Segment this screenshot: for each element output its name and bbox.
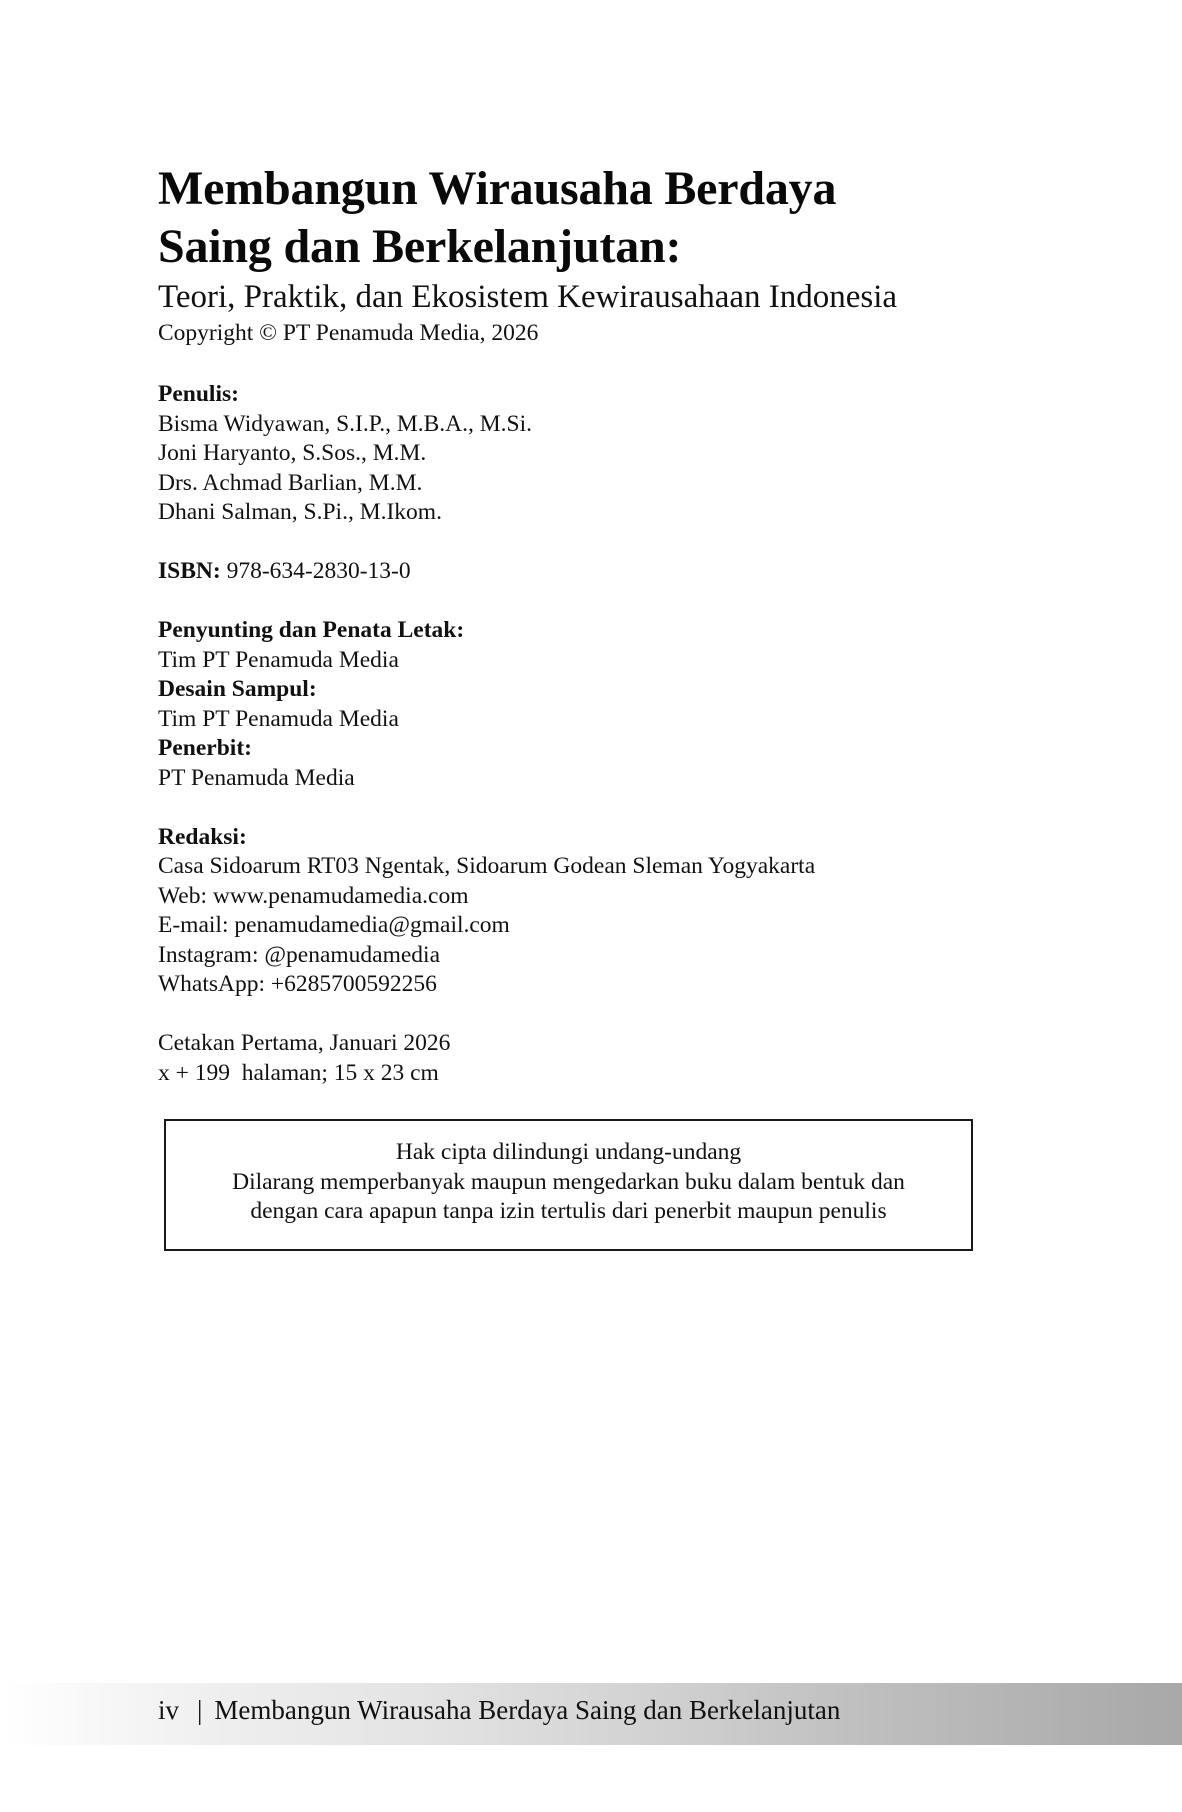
page-number: iv: [158, 1695, 180, 1725]
spacer: [158, 587, 1058, 617]
copyright-notice-box: [164, 1119, 973, 1251]
notice-line-1: Hak cipta dilindungi undang-undang: [395, 1139, 742, 1165]
isbn-line: [158, 557, 1058, 587]
footer-separator: |: [197, 1695, 203, 1725]
redaksi-email: E-mail: penamudamedia@gmail.com: [158, 912, 510, 938]
cover-design-value: Tim PT Penamuda Media: [158, 705, 399, 732]
book-title: [158, 160, 1058, 276]
author-name: Drs. Achmad Barlian, M.M.: [158, 469, 423, 496]
editor-value: Tim PT Penamuda Media: [158, 646, 399, 673]
running-title: Membangun Wirausaha Berdaya Saing dan Berkelanjutan: [214, 1695, 841, 1725]
book-title-line-1: Membangun Wirausaha Berdaya: [158, 162, 837, 215]
redaksi-address: Casa Sidoarum RT03 Ngentak, Sidoarum Godean Sleman Yogyakarta: [158, 853, 816, 879]
redaksi-web: Web: www.penamudamedia.com: [158, 882, 469, 909]
redaksi-instagram: Instagram: @penamudamedia: [158, 941, 440, 968]
spacer: [158, 528, 1058, 558]
cover-design-label: Desain Sampul:: [158, 676, 317, 702]
authors-label: Penulis:: [158, 381, 239, 407]
edition-pages: x + 199 halaman; 15 x 23 cm: [158, 1059, 439, 1086]
redaksi-whatsapp: WhatsApp: +6285700592256: [158, 971, 437, 997]
author-name: Joni Haryanto, S.Sos., M.M.: [158, 440, 427, 466]
notice-line-2: Dilarang memperbanyak maupun mengedarkan buku dalam bentuk dan: [232, 1168, 905, 1195]
redaksi-label: Redaksi:: [158, 823, 247, 850]
publisher-label: Penerbit:: [158, 735, 252, 761]
book-subtitle: Teori, Praktik, dan Ekosistem Kewirausahaan Indonesia: [158, 279, 898, 315]
author-name: Bisma Widyawan, S.I.P., M.B.A., M.Si.: [158, 410, 533, 437]
editor-label: Penyunting dan Penata Letak:: [158, 617, 465, 643]
authors-section: [158, 380, 1058, 1088]
page-footer: [158, 1693, 840, 1727]
book-title-line-2: Saing dan Berkelanjutan:: [158, 220, 682, 273]
isbn-value: 978-634-2830-13-0: [226, 558, 411, 584]
copyright-page-content: [158, 160, 1058, 1088]
spacer: [158, 1000, 1058, 1030]
publisher-value: PT Penamuda Media: [158, 764, 355, 791]
edition-printing: Cetakan Pertama, Januari 2026: [158, 1030, 451, 1056]
copyright-line: Copyright © PT Penamuda Media, 2026: [158, 320, 539, 346]
spacer: [158, 793, 1058, 823]
isbn-label: ISBN:: [158, 558, 221, 584]
author-name: Dhani Salman, S.Pi., M.Ikom.: [158, 499, 442, 525]
notice-line-3: dengan cara apapun tanpa izin tertulis dari penerbit maupun penulis: [250, 1198, 887, 1224]
